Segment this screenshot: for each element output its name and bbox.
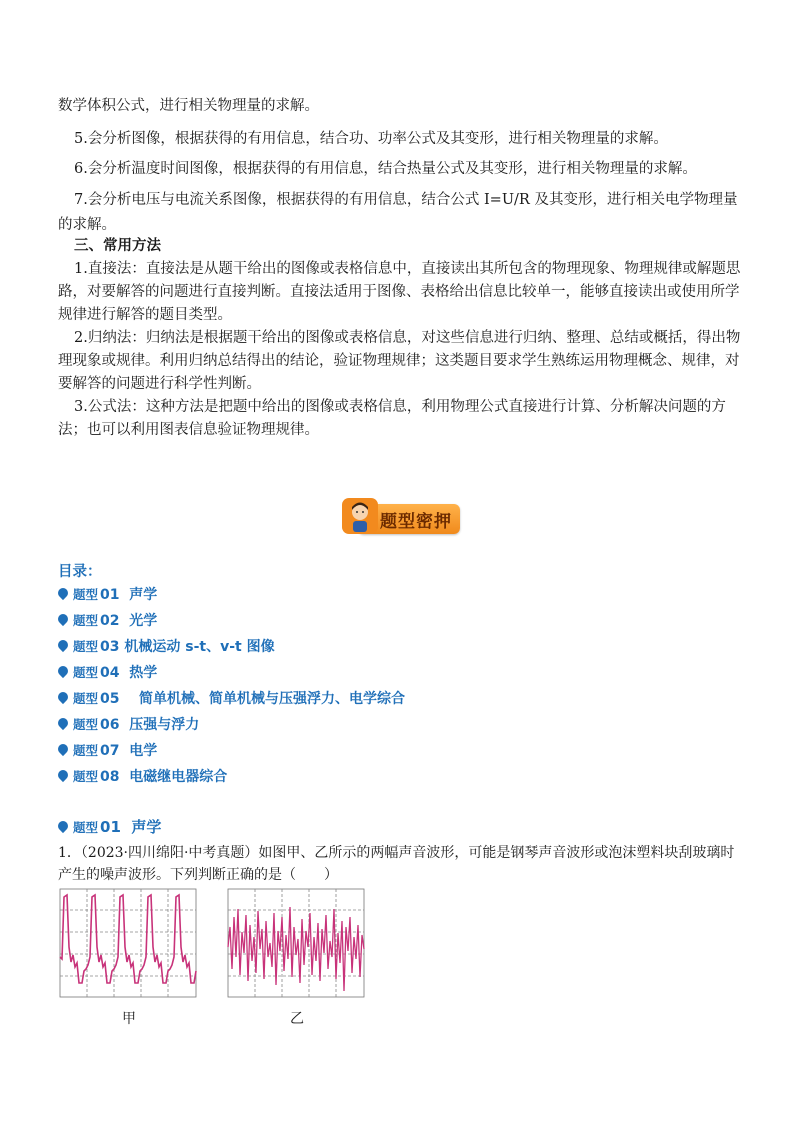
pin-icon <box>56 742 70 756</box>
toc-item-01[interactable]: 题型 01 声学 <box>58 584 157 604</box>
section-heading: 三、常用方法 <box>74 238 161 254</box>
paragraph-volume: 数学体积公式，进行相关物理量的求解。 <box>58 98 319 114</box>
pin-icon <box>56 612 70 626</box>
toc-item-04[interactable]: 题型 04 热学 <box>58 662 157 682</box>
toc-title: 目录： <box>58 564 102 580</box>
waveform-yi <box>226 887 366 999</box>
toc-item-07[interactable]: 题型 07 电学 <box>58 740 157 760</box>
pin-icon <box>56 716 70 730</box>
banner-title: 题型密押 <box>380 512 452 532</box>
teacher-icon <box>340 496 380 536</box>
pin-icon <box>56 664 70 678</box>
waveform-label-yi: 乙 <box>290 1011 304 1027</box>
pin-icon <box>56 638 70 652</box>
question-text: 1．（2023·四川绵阳·中考真题）如图甲、乙所示的两幅声音波形，可能是钢琴声音波形或泡沫塑料块刮玻璃时产生的噪声波形。下列判断正确的是（ ） <box>58 845 735 883</box>
toc-item-05[interactable]: 题型 05 简单机械、简单机械与压强浮力、电学综合 <box>58 688 405 708</box>
paragraph-item-7: 7.会分析电压与电流关系图像，根据获得的有用信息，结合公式 I=U/R 及其变形，进行相关电学物理量的求解。 <box>58 192 738 233</box>
pin-icon <box>56 768 70 782</box>
section-title: 题型 01 声学 <box>58 816 161 837</box>
method-induction: 2.归纳法：归纳法是根据题干给出的图像或表格信息，对这些信息进行归纳、整理、总结或概括，得出物理现象或规律。利用归纳总结得出的结论，验证物理规律；这类题目要求学生熟练运用物理概念、规律，对要解答的问题进行科学性判断。 <box>58 330 741 392</box>
pin-icon <box>56 690 70 704</box>
toc-item-06[interactable]: 题型 06 压强与浮力 <box>58 714 199 734</box>
toc-item-02[interactable]: 题型 02 光学 <box>58 610 157 630</box>
paragraph-item-5: 5.会分析图像，根据获得的有用信息，结合功、功率公式及其变形，进行相关物理量的求解。 <box>74 131 668 147</box>
waveform-jia <box>58 887 198 999</box>
pin-icon <box>56 819 70 833</box>
paragraph-item-6: 6.会分析温度时间图像，根据获得的有用信息，结合热量公式及其变形，进行相关物理量的求解。 <box>74 161 697 177</box>
toc-item-08[interactable]: 题型 08 电磁继电器综合 <box>58 766 227 786</box>
method-direct: 1.直接法：直接法是从题干给出的图像或表格信息中，直接读出其所包含的物理现象、物理规律或解题思路，对要解答的问题进行直接判断。直接法适用于图像、表格给出信息比较单一，能够直接读出或使用所学规律进行解答的题目类型。 <box>58 261 741 323</box>
waveform-label-jia: 甲 <box>122 1011 136 1027</box>
toc-item-03[interactable]: 题型 03 机械运动 s-t、v-t 图像 <box>58 636 275 656</box>
method-formula: 3.公式法：这种方法是把题中给出的图像或表格信息，利用物理公式直接进行计算、分析解决问题的方法；也可以利用图表信息验证物理规律。 <box>58 399 726 438</box>
banner <box>340 494 462 538</box>
pin-icon <box>56 586 70 600</box>
